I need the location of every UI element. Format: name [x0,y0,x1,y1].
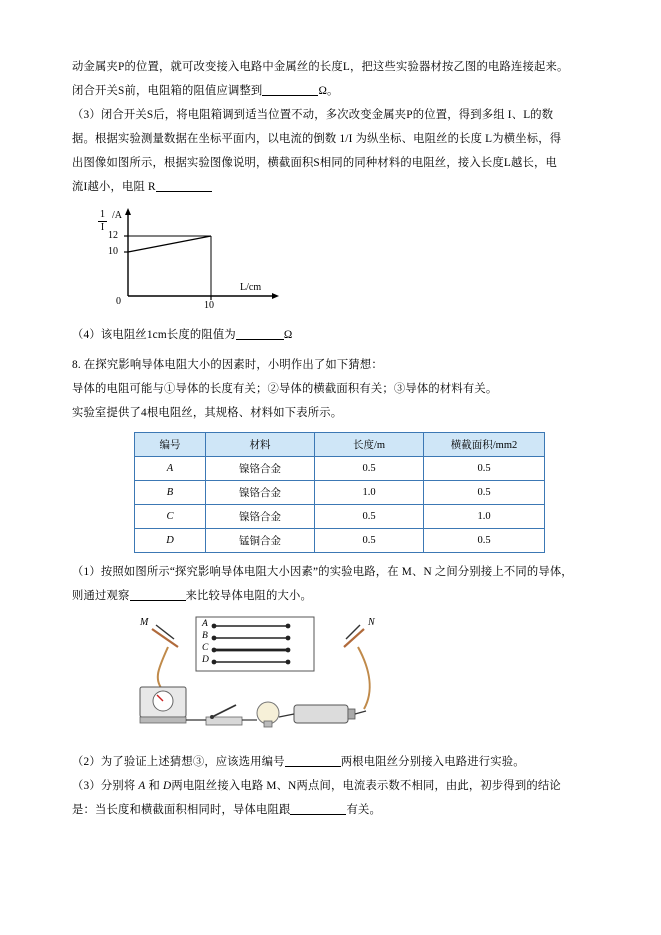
q8-sub3-text-and: 和 [145,780,164,792]
q8-sub2-text-post: 两根电阻丝分别接入电路进行实验。 [340,756,525,768]
paragraph-q4 [72,326,592,344]
q8-sub1-text-pre: 则通过观察 [72,590,130,602]
graph-origin-label: 0 [116,296,121,307]
paragraph-q8-lab [72,404,592,422]
table-cell-length: 0.5 [315,505,424,529]
q3-text-b: 据。根据实验测量数据在坐标平面内，以电流的倒数 1/I 为纵坐标、电阻丝的长度 L为横坐标，得 [72,133,562,145]
table-header-cell: 横截面积/mm2 [424,433,545,457]
figure-graph [90,204,320,322]
paragraph-q8-sub2 [72,753,592,771]
table-cell-material: 镍铬合金 [206,481,315,505]
paragraph-q8-guess [72,380,592,398]
answer-blank[interactable] [130,588,186,601]
graph-y-label-bottom: I [100,222,105,233]
table-cell-code: B [135,481,206,505]
q3-text-a: （3）闭合开关S后，将电阻箱调到适当位置不动，多次改变金属夹P的位置，得到多组 I、L的数 [72,109,554,121]
table-cell-length: 0.5 [315,457,424,481]
q8-sub3b-text-pre: 是：当长度和横截面积相同时，导体电阻跟 [72,804,291,816]
q8-sub3-code-d: D [163,780,172,792]
paragraph-q8-sub3-line1 [72,777,592,795]
wire-spec-table-wrapper [134,432,592,553]
paragraph-q2-blank-line [72,82,592,100]
circuit-svg [118,613,418,743]
q8-sub1-text-a: （1）按照如图所示“探究影响导体电阻大小因素”的实验电路，在 M、N 之间分别接上不同的导体， [72,566,573,578]
circuit-terminal-n-label: N [368,617,375,628]
paragraph-q2-continued [72,58,592,76]
table-cell-code: D [135,529,206,553]
answer-blank[interactable] [262,83,318,96]
graph-y-label-top: 1 [100,209,105,220]
table-row [135,481,545,505]
graph-y-axis-label [98,210,107,233]
table-cell-material: 锰铜合金 [206,529,315,553]
circuit-wire-label-d: D [202,655,209,665]
q2-text-mid: 闭合开关S前，电阻箱的阻值应调整到 [72,85,263,97]
wire-spec-table [134,432,545,553]
answer-blank[interactable] [285,754,341,767]
circuit-wire-label-c: C [202,643,209,653]
q3-text-d: 流I越小，电阻 R [72,181,156,193]
q8-sub1-text-post: 来比较导体电阻的大小。 [185,590,312,602]
answer-blank[interactable] [156,179,212,192]
q8-sub3-text-post: 两电阻丝接入电路 M、N两点间，电流表示数不相同，由此，初步得到的结论 [171,780,561,792]
table-cell-length: 0.5 [315,529,424,553]
paragraph-q8-stem [72,356,592,374]
paragraph-q3-line1 [72,106,592,124]
table-cell-area: 0.5 [424,481,545,505]
table-header-cell: 材料 [206,433,315,457]
figure-circuit [118,613,418,743]
q3-text-c: 出图像如图所示，根据实验图像说明，横截面积S相同的同种材料的电阻丝，接入长度L越长，电 [72,157,557,169]
table-cell-length: 1.0 [315,481,424,505]
q8-guess-text: 导体的电阻可能与①导体的长度有关；②导体的横截面积有关；③导体的材料有关。 [72,383,498,395]
q4-text-post: Ω [283,329,293,341]
graph-y-tick-12: 12 [108,230,118,241]
table-row [135,457,545,481]
table-row [135,505,545,529]
table-cell-area: 0.5 [424,529,545,553]
q8-sub3-text-pre: （3）分别将 [72,780,139,792]
table-header-cell: 编号 [135,433,206,457]
q2-text-post: Ω。 [318,85,339,97]
q8-lab-text: 实验室提供了4根电阻丝，其规格、材料如下表所示。 [72,407,343,419]
graph-y-axis-unit: /A [112,210,122,221]
paragraph-q3-line2 [72,130,592,148]
table-row [135,529,545,553]
paragraph-q3-line4 [72,178,592,196]
circuit-terminal-m-label: M [140,617,149,628]
paragraph-q3-line3 [72,154,592,172]
circuit-wire-label-b: B [202,631,208,641]
paragraph-q8-sub1-line1 [72,563,592,581]
table-cell-area: 0.5 [424,457,545,481]
q8-sub3-code-a: A [138,780,146,792]
answer-blank[interactable] [236,327,284,340]
table-cell-area: 1.0 [424,505,545,529]
document-content [72,58,592,825]
paragraph-q8-sub1-line2 [72,587,592,605]
table-cell-code: A [135,457,206,481]
table-cell-material: 镍铬合金 [206,457,315,481]
table-header-row [135,433,545,457]
table-header-cell: 长度/m [315,433,424,457]
table-cell-code: C [135,505,206,529]
paragraph-q8-sub3-line2 [72,801,592,819]
graph-y-tick-10: 10 [108,246,118,257]
q8-stem-text: 8. 在探究影响导体电阻大小的因素时，小明作出了如下猜想： [72,359,383,371]
q8-sub3b-text-post: 有关。 [346,804,381,816]
graph-x-axis-label: L/cm [240,282,262,293]
q8-sub2-text-pre: （2）为了验证上述猜想③，应该选用编号 [72,756,285,768]
circuit-wire-label-a: A [202,619,208,629]
q4-text-pre: （4）该电阻丝1cm长度的阻值为 [72,329,236,341]
table-cell-material: 镍铬合金 [206,505,315,529]
q2-text-pre: 动金属夹P的位置，就可改变接入电路中金属丝的长度L，把这些实验器材按乙图的电路连接起来。 [72,61,569,73]
answer-blank[interactable] [290,802,346,815]
graph-x-tick-10: 10 [204,300,214,311]
